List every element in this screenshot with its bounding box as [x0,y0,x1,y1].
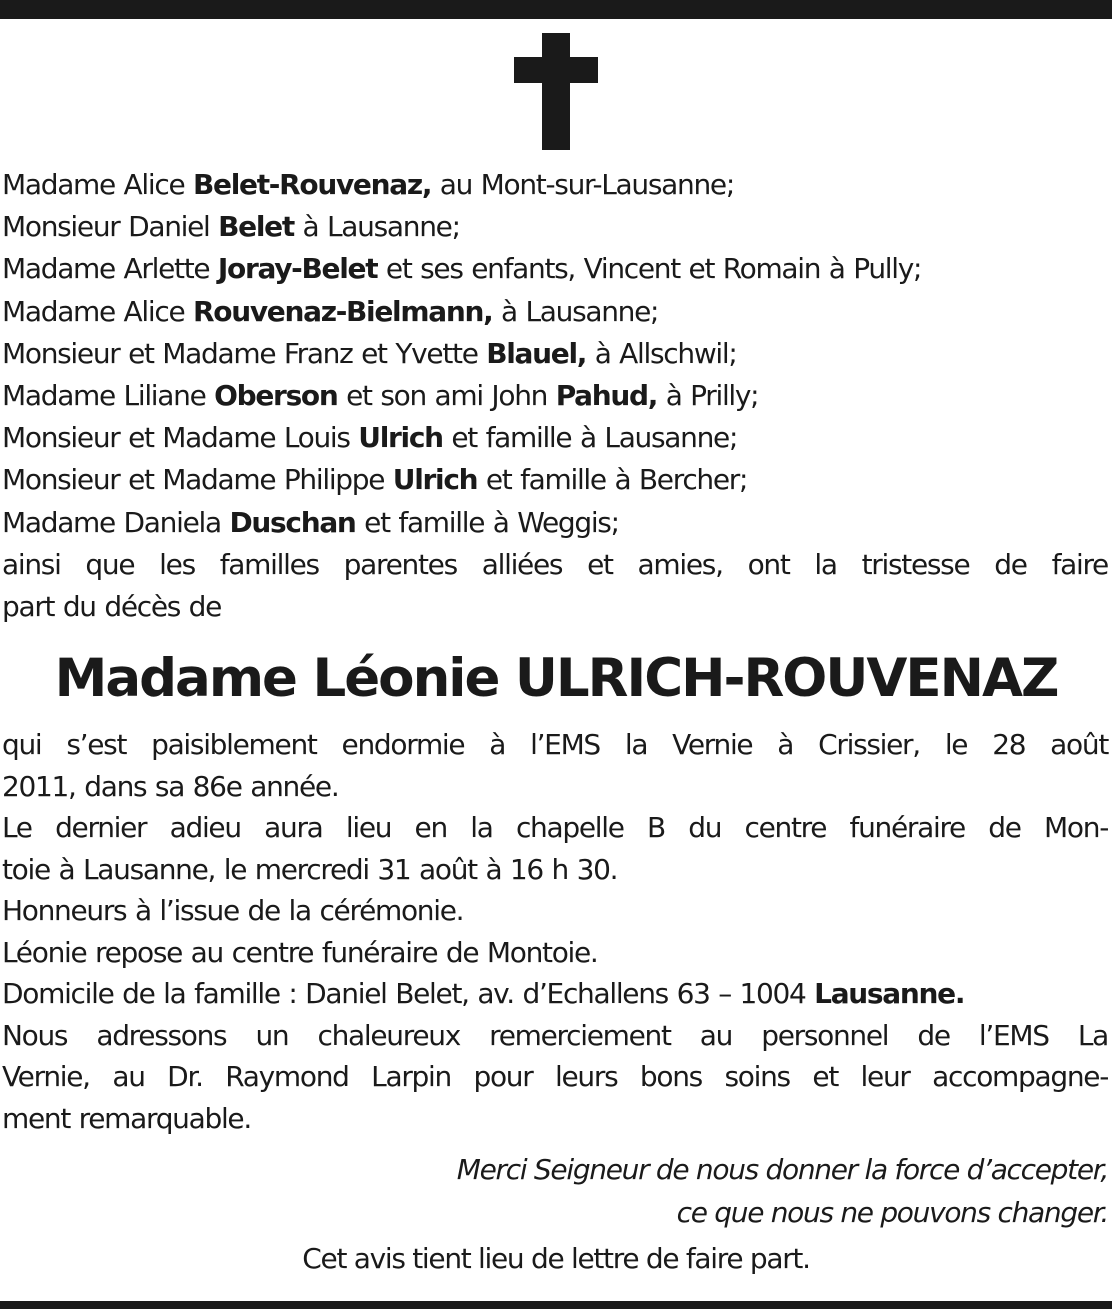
family-surname: Joray-Belet [217,252,378,286]
family-surname: Pahud, [555,379,658,413]
family-line: Madame Alice Belet-Rouvenaz, au Mont-sur-Lausanne; [2,168,734,201]
thanks-line: Vernie, au Dr. Raymond Larpin pour leurs bons soins et leur accompagne- [2,1060,1108,1093]
family-line: Monsieur et Madame Louis Ulrich et famille à Lausanne; [2,421,738,455]
body-line: Léonie repose au centre funéraire de Montoie. [2,935,598,969]
cross-icon [514,33,598,150]
body-line: 2011, dans sa 86e année. [2,769,339,803]
family-line: Madame Liliane Oberson et son ami John Pahud, à Prilly; [2,379,759,413]
family-surname: Duschan [229,505,356,539]
domicile-city: Lausanne. [814,977,965,1010]
family-line: Madame Arlette Joray-Belet et ses enfants, Vincent et Romain à Pully; [2,252,922,286]
announcement-body [2,724,1108,1139]
thanks-line: ment remarquable. [2,1101,251,1135]
body-line: qui s’est paisiblement endormie à l’EMS la Vernie à Crissier, le 28 août [2,728,1108,761]
body-line: Le dernier adieu aura lieu en la chapelle B du centre funéraire de Mon- [2,811,1108,844]
family-surname: Rouvenaz-Bielmann, [193,294,493,328]
family-surname: Blauel, [486,336,587,370]
body-line: toie à Lausanne, le mercredi 31 août à 16 h 30. [2,852,618,886]
intro-line: part du décès de [2,590,222,624]
family-surname: Ulrich [358,421,443,455]
quote-line: ce que nous ne pouvons changer. [676,1196,1108,1229]
family-surname: Belet [218,210,294,244]
family-line: Monsieur Daniel Belet à Lausanne; [2,210,460,244]
deceased-name: Madame Léonie ULRICH-ROUVENAZ [54,648,1058,709]
family-list [2,164,1108,628]
family-surname: Belet-Rouvenaz, [193,168,432,201]
bottom-rule [0,1301,1112,1309]
top-rule [0,0,1112,19]
domicile-line: Domicile de la famille : Daniel Belet, av. d’Echallens 63 – 1004 Lausanne. [2,977,965,1010]
notice-line: Cet avis tient lieu de lettre de faire part. [302,1242,810,1275]
thanks-line: Nous adressons un chaleureux remerciement au personnel de l’EMS La [2,1018,1108,1052]
family-line: Monsieur et Madame Franz et Yvette Blauel, à Allschwil; [2,336,737,370]
family-surname: Ulrich [392,463,478,497]
intro-line: ainsi que les familles parentes alliées et amies, ont la tristesse de faire [2,547,1108,581]
family-line: Madame Alice Rouvenaz-Bielmann, à Lausanne; [2,294,659,328]
body-line: Honneurs à l’issue de la cérémonie. [2,894,464,927]
family-surname: Oberson [214,379,338,413]
quote-line: Merci Seigneur de nous donner la force d’accepter, [456,1153,1108,1186]
prayer-quote [457,1148,1108,1234]
family-line: Monsieur et Madame Philippe Ulrich et famille à Bercher; [2,463,748,497]
family-line: Madame Daniela Duschan et famille à Weggis; [2,505,619,539]
